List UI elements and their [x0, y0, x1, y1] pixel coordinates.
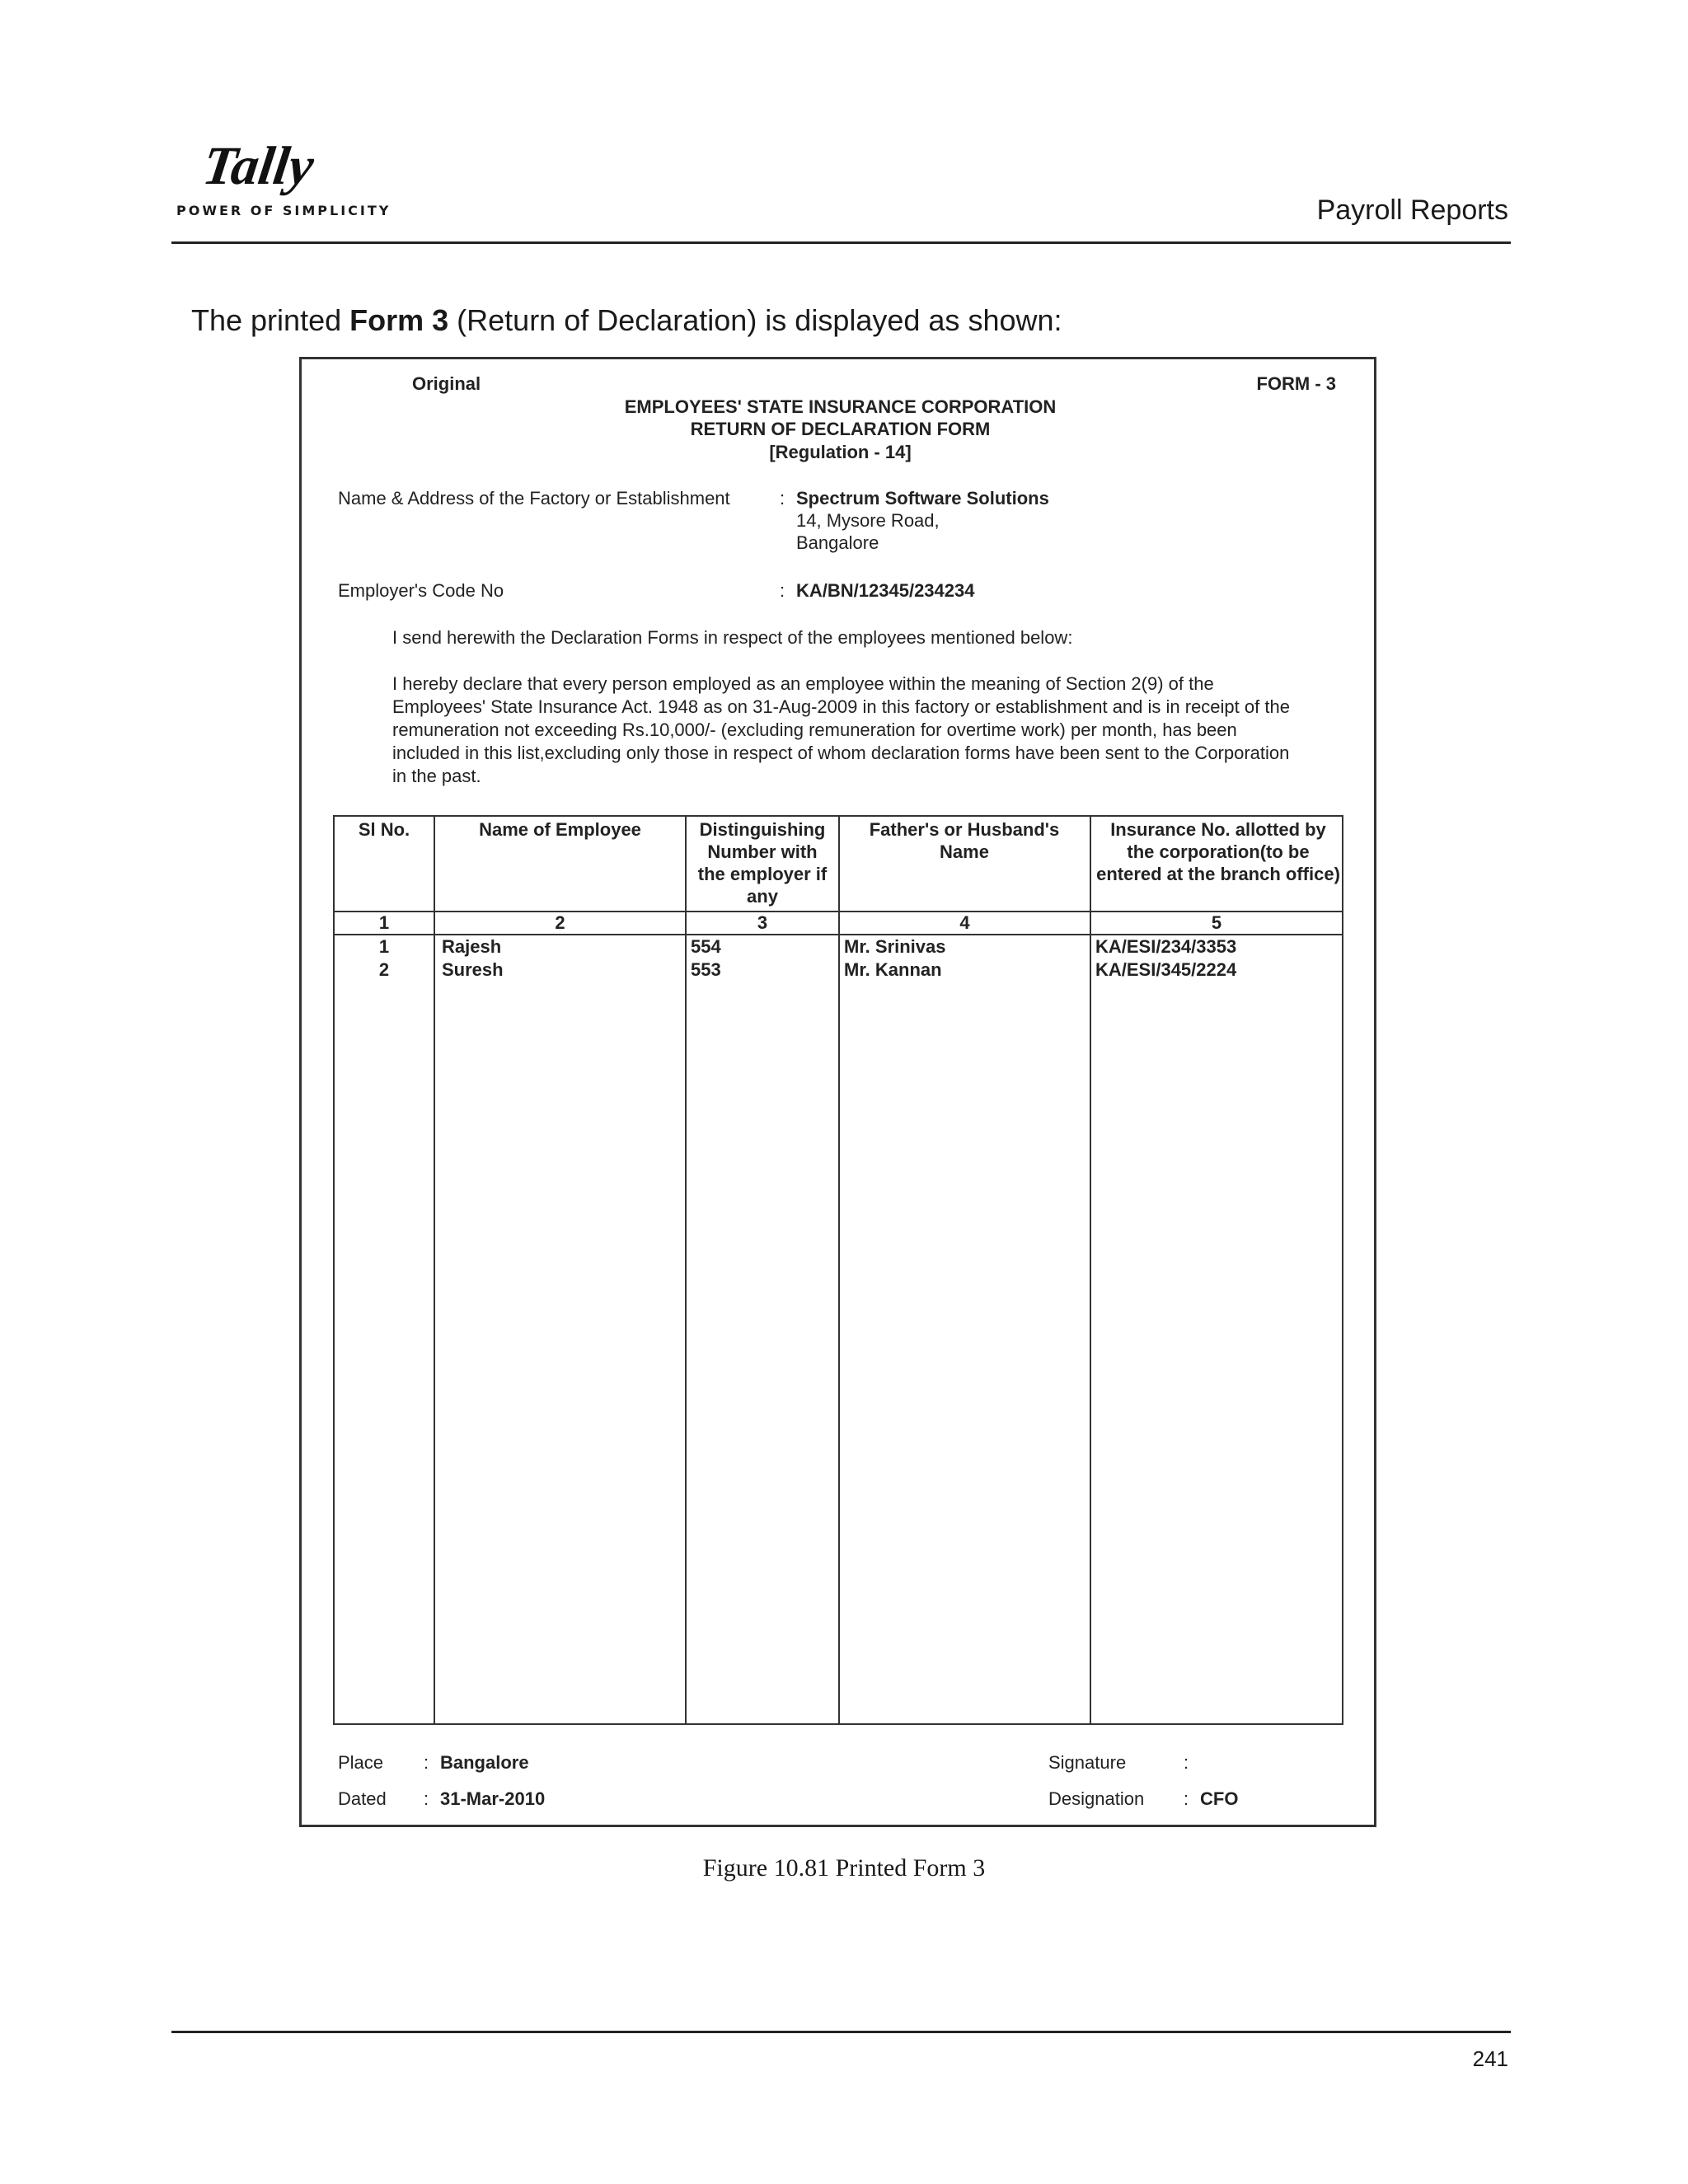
form-title-line2: RETURN OF DECLARATION FORM	[690, 419, 991, 439]
employer-code-value: KA/BN/12345/234234	[796, 580, 975, 601]
column-divider	[685, 817, 687, 1723]
intro-text	[191, 303, 1062, 338]
table-cell-father: Mr. Srinivas	[844, 936, 946, 957]
dated-label: Dated	[338, 1788, 387, 1809]
column-divider	[434, 817, 435, 1723]
signature-label: Signature	[1048, 1752, 1127, 1773]
place-separator: :	[424, 1752, 429, 1773]
designation-label: Designation	[1048, 1788, 1145, 1809]
declaration-line-1: I hereby declare that every person employed as an employee within the meaning of Section 2(9) of the	[392, 673, 1214, 694]
column-number: 5	[1211, 912, 1222, 933]
address-line1: 14, Mysore Road,	[796, 510, 940, 531]
table-cell-dist-no: 554	[691, 936, 721, 957]
table-cell-dist-no: 553	[691, 959, 721, 980]
dated-value: 31-Mar-2010	[440, 1788, 546, 1809]
place-value: Bangalore	[440, 1752, 529, 1773]
employer-code-separator: :	[780, 580, 785, 601]
dated-separator: :	[424, 1788, 429, 1809]
header-employee-name: Name of Employee	[479, 819, 641, 840]
address-line2: Bangalore	[796, 532, 879, 553]
column-number: 4	[959, 912, 970, 933]
table-cell-father: Mr. Kannan	[844, 959, 942, 980]
table-cell-sl: 1	[378, 936, 390, 957]
figure-caption: Figure 10.81 Printed Form 3	[702, 1854, 986, 1882]
section-title: Payroll Reports	[1316, 194, 1508, 226]
employer-code-label: Employer's Code No	[338, 580, 504, 601]
form-title-line3: [Regulation - 14]	[769, 442, 912, 462]
establishment-label: Name & Address of the Factory or Establishment	[338, 488, 730, 509]
intro-suffix: (Return of Declaration) is displayed as shown:	[448, 303, 1062, 337]
form-number: FORM - 3	[1256, 373, 1336, 394]
column-divider	[838, 817, 840, 1723]
declaration-line-4: included in this list,excluding only those in respect of whom declaration forms have been sent to the Corporation	[392, 743, 1290, 763]
column-number: 1	[378, 912, 390, 933]
logo-tagline: POWER OF SIMPLICITY	[176, 203, 392, 218]
intro-prefix: The printed	[191, 303, 350, 337]
establishment-name: Spectrum Software Solutions	[796, 488, 1049, 509]
declaration-paragraph-1: I send herewith the Declaration Forms in respect of the employees mentioned below:	[392, 627, 1073, 648]
declaration-line-5: in the past.	[392, 766, 481, 786]
signature-separator: :	[1184, 1752, 1189, 1773]
column-divider	[1090, 817, 1091, 1723]
svg-text:Tally: Tally	[199, 136, 318, 196]
form-title-line1: EMPLOYEES' STATE INSURANCE CORPORATION	[624, 396, 1057, 417]
header-father-husband-name: Father's or Husband's Name	[869, 819, 1060, 862]
designation-separator: :	[1184, 1788, 1189, 1809]
table-cell-name: Rajesh	[442, 936, 502, 957]
declaration-line-3: remuneration not exceeding Rs.10,000/- (excluding remuneration for overtime work) per month, has been	[392, 719, 1237, 740]
header-distinguishing-number: Distinguishing Number with the employer if any	[697, 819, 828, 907]
footer-divider	[171, 2031, 1511, 2033]
employee-declaration-table	[333, 815, 1343, 1725]
form-3-document	[299, 357, 1376, 1827]
header-divider	[171, 241, 1511, 244]
place-label: Place	[338, 1752, 384, 1773]
column-number: 2	[555, 912, 565, 933]
declaration-line-2: Employees' State Insurance Act. 1948 as on 31-Aug-2009 in this factory or establishment and is in receipt of the	[392, 696, 1290, 717]
table-cell-insurance: KA/ESI/234/3353	[1095, 936, 1237, 957]
copy-label: Original	[412, 373, 481, 394]
table-cell-name: Suresh	[442, 959, 504, 980]
designation-value: CFO	[1200, 1788, 1239, 1809]
column-number: 3	[757, 912, 768, 933]
table-cell-insurance: KA/ESI/345/2224	[1095, 959, 1237, 980]
page-number: 241	[1472, 2046, 1508, 2071]
table-cell-sl: 2	[378, 959, 390, 980]
header-sl-no: Sl No.	[358, 819, 410, 840]
intro-bold: Form 3	[349, 303, 449, 337]
establishment-separator: :	[780, 488, 785, 509]
header-insurance-number: Insurance No. allotted by the corporation(to be entered at the branch office)	[1096, 819, 1340, 884]
